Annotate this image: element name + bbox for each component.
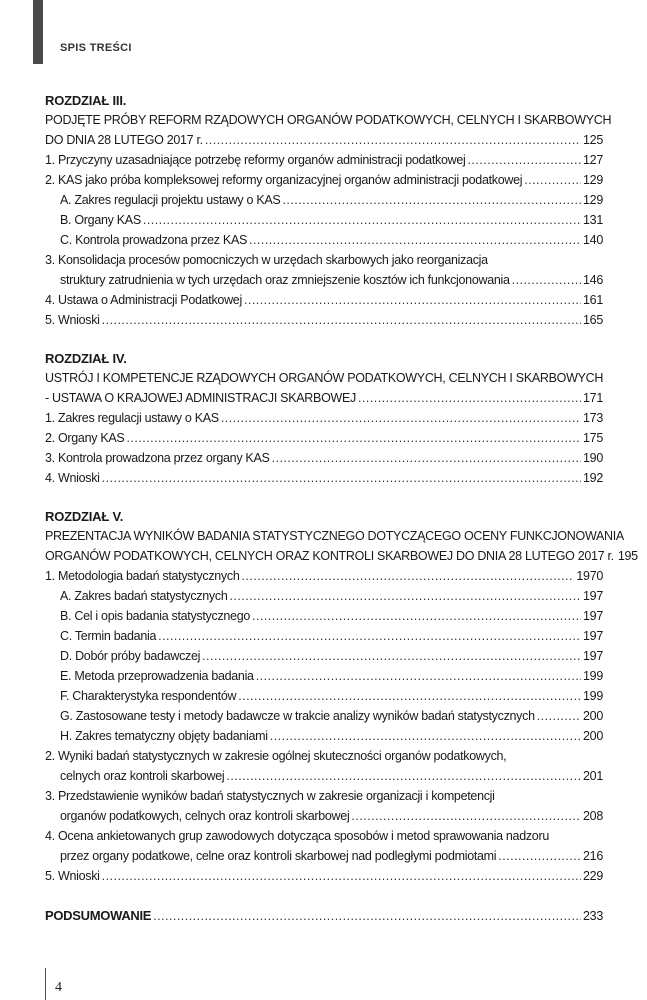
toc-entry[interactable]	[45, 666, 603, 686]
toc-page-number: 197	[583, 649, 603, 663]
leader-dots	[358, 388, 581, 408]
chapter-title: PREZENTACJA WYNIKÓW BADANIA STATYSTYCZNEGO DOTYCZĄCEGO OCENY FUNKCJONOWANIA	[45, 529, 624, 543]
toc-page-number: 233	[583, 909, 603, 923]
toc-page-number: 161	[583, 293, 603, 307]
toc-entry[interactable]	[45, 846, 603, 866]
leader-dots	[252, 606, 581, 626]
leader-dots	[158, 626, 581, 646]
chapter-4	[45, 350, 603, 488]
toc-entry-text: 5. Wnioski	[45, 869, 100, 883]
toc-entry[interactable]	[45, 866, 603, 886]
leader-dots	[202, 646, 581, 666]
toc-page-number: 175	[583, 431, 603, 445]
toc-entry[interactable]	[45, 646, 603, 666]
leader-dots	[249, 230, 581, 250]
toc-page-number: 197	[583, 609, 603, 623]
toc-entry-text: G. Zastosowane testy i metody badawcze w trakcie analizy wyników badań statystycznych	[60, 709, 535, 723]
toc-entry-text: 1. Metodologia badań statystycznych	[45, 569, 240, 583]
chapter-5	[45, 508, 638, 886]
toc-page-number: 127	[583, 153, 603, 167]
toc-entry-text: DO DNIA 28 LUTEGO 2017 r.	[45, 133, 203, 147]
toc-entry[interactable]	[45, 290, 603, 310]
leader-dots	[205, 130, 581, 150]
toc-entry-text: 2. Organy KAS	[45, 431, 125, 445]
toc-entry[interactable]	[45, 150, 603, 170]
leader-dots	[143, 210, 581, 230]
leader-dots	[153, 906, 581, 926]
leader-dots	[229, 586, 581, 606]
toc-entry-text: A. Zakres badań statystycznych	[60, 589, 228, 603]
toc-page-number: 1970	[576, 569, 603, 583]
toc-page-number: 192	[583, 471, 603, 485]
toc-entry[interactable]	[45, 270, 603, 290]
toc-page-number: 173	[583, 411, 603, 425]
toc-entry-text: E. Metoda przeprowadzenia badania	[60, 669, 254, 683]
toc-page-number: 201	[583, 769, 603, 783]
toc-entry-text: 1. Zakres regulacji ustawy o KAS	[45, 411, 219, 425]
leader-dots	[126, 428, 581, 448]
chapter-title: PODJĘTE PRÓBY REFORM RZĄDOWYCH ORGANÓW PODATKOWYCH, CELNYCH I SKARBOWYCH	[45, 113, 612, 127]
leader-dots	[467, 150, 581, 170]
leader-dots	[102, 468, 581, 488]
toc-entry-text: 5. Wnioski	[45, 313, 100, 327]
toc-page-number: 129	[583, 193, 603, 207]
toc-entry[interactable]	[45, 448, 603, 468]
leader-dots	[512, 270, 581, 290]
header-bar	[33, 0, 43, 64]
toc-entry[interactable]	[45, 310, 603, 330]
chapter-3	[45, 92, 612, 330]
leader-dots	[241, 566, 574, 586]
toc-entry-text: organów podatkowych, celnych oraz kontroli skarbowej	[60, 809, 350, 823]
leader-dots	[226, 766, 581, 786]
toc-page-number: 197	[583, 589, 603, 603]
toc-entry-text: 1. Przyczyny uzasadniające potrzebę reformy organów administracji podatkowej	[45, 153, 466, 167]
toc-entry-text: D. Dobór próby badawczej	[60, 649, 201, 663]
toc-entry[interactable]	[45, 726, 603, 746]
toc-entry-text: A. Zakres regulacji projektu ustawy o KAS	[60, 193, 281, 207]
toc-entry[interactable]	[45, 190, 603, 210]
toc-entry[interactable]	[45, 408, 603, 428]
leader-dots	[524, 170, 581, 190]
toc-entry[interactable]	[45, 686, 603, 706]
leader-dots	[272, 448, 581, 468]
toc-entry-text: 4. Wnioski	[45, 471, 100, 485]
footer-rule	[45, 968, 46, 1000]
leader-dots	[351, 806, 581, 826]
toc-entry-text: przez organy podatkowe, celne oraz kontroli skarbowej nad podległymi podmiotami	[60, 849, 497, 863]
toc-entry-text: 3. Kontrola prowadzona przez organy KAS	[45, 451, 270, 465]
toc-entry-text: ORGANÓW PODATKOWYCH, CELNYCH ORAZ KONTROLI SKARBOWEJ DO DNIA 28 LUTEGO 2017 r.	[45, 549, 614, 563]
toc-entry-text: F. Charakterystyka respondentów	[60, 689, 237, 703]
toc-entry-text: 2. Wyniki badań statystycznych w zakresie ogólnej skuteczności organów podatkowych,	[45, 749, 507, 763]
toc-entry[interactable]	[45, 626, 603, 646]
toc-entry-text: C. Kontrola prowadzona przez KAS	[60, 233, 248, 247]
toc-entry-text: - USTAWA O KRAJOWEJ ADMINISTRACJI SKARBOWEJ	[45, 391, 356, 405]
section-label: SPIS TREŚCI	[60, 42, 132, 54]
toc-entry[interactable]	[45, 706, 603, 726]
toc-page-number: 190	[583, 451, 603, 465]
toc-entry[interactable]	[45, 586, 603, 606]
toc-entry-text: 3. Konsolidacja procesów pomocniczych w urzędach skarbowych jako reorganizacja	[45, 253, 488, 267]
toc-entry-text: struktury zatrudnienia w tych urzędach oraz zmniejszenie kosztów ich funkcjonowania	[60, 273, 510, 287]
leader-dots	[221, 408, 581, 428]
chapter-heading: ROZDZIAŁ III.	[45, 93, 127, 108]
leader-dots	[102, 866, 581, 886]
toc-page-number: 197	[583, 629, 603, 643]
toc-page-number: 208	[583, 809, 603, 823]
toc-entry-text: 3. Przedstawienie wyników badań statystycznych w zakresie organizacji i kompetencji	[45, 789, 495, 803]
toc-page-number: 146	[583, 273, 603, 287]
toc-page-number: 195	[617, 549, 638, 563]
toc-entry[interactable]	[45, 546, 638, 566]
toc-entry[interactable]	[45, 428, 603, 448]
toc-entry[interactable]	[45, 388, 603, 408]
toc-entry[interactable]	[45, 606, 603, 626]
leader-dots	[244, 290, 581, 310]
toc-page-number: 129	[583, 173, 603, 187]
chapter-heading: ROZDZIAŁ IV.	[45, 351, 127, 366]
toc-page-number: 165	[583, 313, 603, 327]
toc-page-number: 171	[583, 391, 603, 405]
page-number: 4	[55, 980, 62, 995]
toc-entry-text: B. Organy KAS	[60, 213, 141, 227]
chapter-heading: ROZDZIAŁ V.	[45, 509, 124, 524]
toc-entry-text: celnych oraz kontroli skarbowej	[60, 769, 225, 783]
leader-dots	[282, 190, 581, 210]
toc-page-number: 140	[583, 233, 603, 247]
toc-entry[interactable]	[45, 230, 603, 250]
toc-entry[interactable]	[45, 766, 603, 786]
chapter-title: USTRÓJ I KOMPETENCJE RZĄDOWYCH ORGANÓW PODATKOWYCH, CELNYCH I SKARBOWYCH	[45, 371, 604, 385]
toc-entry-text: 4. Ustawa o Administracji Podatkowej	[45, 293, 242, 307]
toc-page-number: 199	[583, 669, 603, 683]
toc-page-number: 199	[583, 689, 603, 703]
leader-dots	[537, 706, 581, 726]
toc-entry[interactable]	[45, 806, 603, 826]
leader-dots	[270, 726, 581, 746]
toc-entry-summary[interactable]	[45, 906, 603, 926]
toc-page-number: 125	[583, 133, 603, 147]
toc-page-number: 229	[583, 869, 603, 883]
leader-dots	[498, 846, 581, 866]
leader-dots	[238, 686, 581, 706]
table-of-contents	[45, 92, 638, 926]
toc-page-number: 131	[583, 213, 603, 227]
toc-entry-text: H. Zakres tematyczny objęty badaniami	[60, 729, 268, 743]
toc-page-number: 200	[583, 709, 603, 723]
toc-entry[interactable]	[45, 130, 603, 150]
toc-page-number: 216	[583, 849, 603, 863]
leader-dots	[256, 666, 581, 686]
toc-entry-text: B. Cel i opis badania statystycznego	[60, 609, 251, 623]
toc-page-number: 200	[583, 729, 603, 743]
toc-entry-text: 4. Ocena ankietowanych grup zawodowych dotycząca sposobów i metod sprawowania nadzoru	[45, 829, 549, 843]
toc-entry[interactable]	[45, 468, 603, 488]
toc-entry-text: 2. KAS jako próba kompleksowej reformy organizacyjnej organów administracji podatkowej	[45, 173, 523, 187]
toc-entry-text: PODSUMOWANIE	[45, 908, 152, 923]
toc-entry-text: C. Termin badania	[60, 629, 157, 643]
leader-dots	[102, 310, 581, 330]
toc-entry[interactable]	[45, 170, 603, 190]
toc-entry[interactable]	[45, 210, 603, 230]
toc-entry[interactable]	[45, 566, 603, 586]
